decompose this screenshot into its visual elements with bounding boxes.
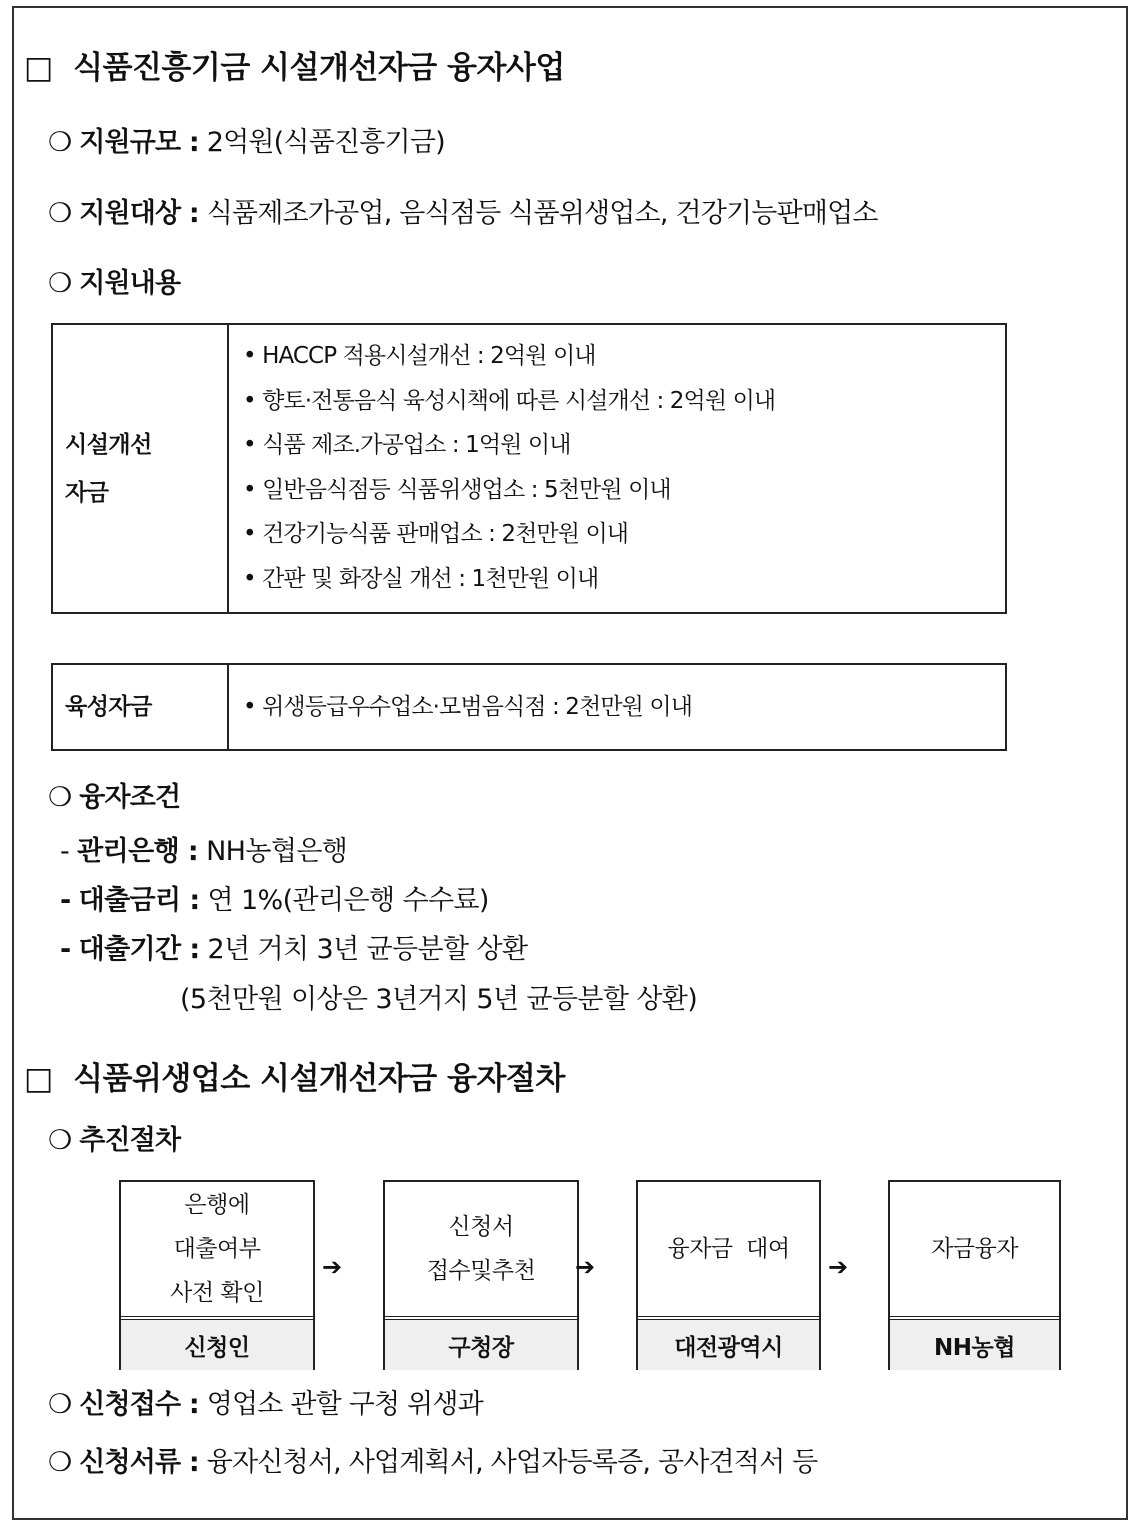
section1-title: 식품진흥기금 시설개선자금 융자사업 [73,50,565,86]
loan-rate-label: 대출금리 : [78,885,200,916]
development-fund-items [229,665,1005,749]
dash: - [60,934,71,965]
step-line: 접수및추천 [426,1258,536,1284]
section2-title-row [24,1053,565,1098]
development-fund-table [51,663,1007,751]
arrow-right-icon: ➔ [575,1253,596,1281]
support-content-row [48,261,180,300]
support-target-label: 지원대상 : [79,198,199,229]
managing-bank-value: NH농협은행 [206,836,348,867]
facility-fund-label-line1: 시설개선 [65,431,152,458]
step-description [121,1182,313,1320]
step-actor: 구청장 [385,1320,577,1370]
support-scale-value: 2억원(식품진흥기금) [206,127,445,158]
facility-fund-label [53,325,229,612]
step-actor: 대전광역시 [638,1320,819,1370]
section1-title-row [24,42,565,87]
loan-conditions-row [48,775,180,814]
bullet-marker: ❍ [48,1447,72,1478]
facility-fund-table [51,323,1007,614]
list-item: • 간판 및 화장실 개선 : 1천만원 이내 [243,565,599,592]
loan-period-note: (5천만원 이상은 3년거지 5년 균등분할 상환) [180,984,698,1015]
bullet-marker: ❍ [48,268,72,299]
facility-fund-label-line2: 자금 [65,479,109,506]
bullet-marker: ❍ [48,198,72,229]
documents-value: 융자신청서, 사업계획서, 사업자등록증, 공사견적서 등 [206,1447,818,1478]
list-item: • 식품 제조.가공업소 : 1억원 이내 [243,432,571,458]
documents-row [48,1440,817,1479]
step-description [385,1182,577,1320]
procedure-step-2 [383,1180,579,1370]
dash: - [60,885,71,916]
list-item: • 건강기능식품 판매업소 : 2천만원 이내 [243,521,629,547]
procedure-label: 추진절차 [79,1125,181,1156]
step-line: 융자금 대여 [667,1236,790,1262]
step-line: 자금융자 [931,1236,1018,1262]
support-content-label: 지원내용 [79,268,181,299]
managing-bank-label: 관리은행 : [77,836,199,867]
loan-rate-value: 연 1%(관리은행 수수료) [207,885,489,916]
step-line: 대출여부 [173,1236,261,1262]
list-item: • HACCP 적용시설개선 : 2억원 이내 [243,343,596,369]
bullet-marker: ❍ [48,127,72,158]
support-target-value: 식품제조가공업, 음식점등 식품위생업소, 건강기능판매업소 [206,198,878,229]
development-fund-label: 육성자금 [53,665,229,749]
application-row [48,1382,483,1421]
loan-conditions-label: 융자조건 [79,782,181,813]
list-item: • 향토·전통음식 육성시책에 따른 시설개선 : 2억원 이내 [243,387,776,414]
step-description [890,1182,1059,1320]
application-label: 신청접수 : [79,1389,199,1420]
step-line: 은행에 [184,1192,250,1218]
bullet-marker: ❍ [48,1389,72,1420]
support-target-row [48,191,878,230]
procedure-step-3 [636,1180,821,1370]
arrow-right-icon: ➔ [828,1253,849,1281]
step-line: 신청서 [448,1214,514,1240]
step-actor: NH농협 [890,1320,1059,1370]
section2-title: 식품위생업소 시설개선자금 융자절차 [73,1061,565,1097]
procedure-step-1 [119,1180,315,1370]
procedure-row [48,1118,180,1157]
procedure-step-4 [888,1180,1061,1370]
dash: - [60,836,70,867]
loan-period-label: 대출기간 : [78,934,200,965]
section2-marker: □ [24,1061,53,1097]
step-line: 사전 확인 [170,1280,264,1306]
facility-fund-items [229,325,1005,612]
bullet-marker: ❍ [48,782,72,813]
loan-rate-row [60,878,489,917]
step-actor: 신청인 [121,1320,313,1370]
managing-bank-row [60,829,347,868]
loan-period-row [60,927,527,966]
loan-period-value: 2년 거치 3년 균등분할 상환 [207,934,528,965]
application-value: 영업소 관할 구청 위생과 [206,1389,483,1420]
arrow-right-icon: ➔ [322,1253,343,1281]
section1-marker: □ [24,50,53,86]
support-scale-row [48,120,445,159]
step-description [638,1182,819,1320]
list-item: • 일반음식점등 식품위생업소 : 5천만원 이내 [243,476,671,503]
documents-label: 신청서류 : [79,1447,199,1478]
list-item: • 위생등급우수업소·모범음식점 : 2천만원 이내 [243,693,693,720]
bullet-marker: ❍ [48,1125,72,1156]
support-scale-label: 지원규모 : [79,127,199,158]
